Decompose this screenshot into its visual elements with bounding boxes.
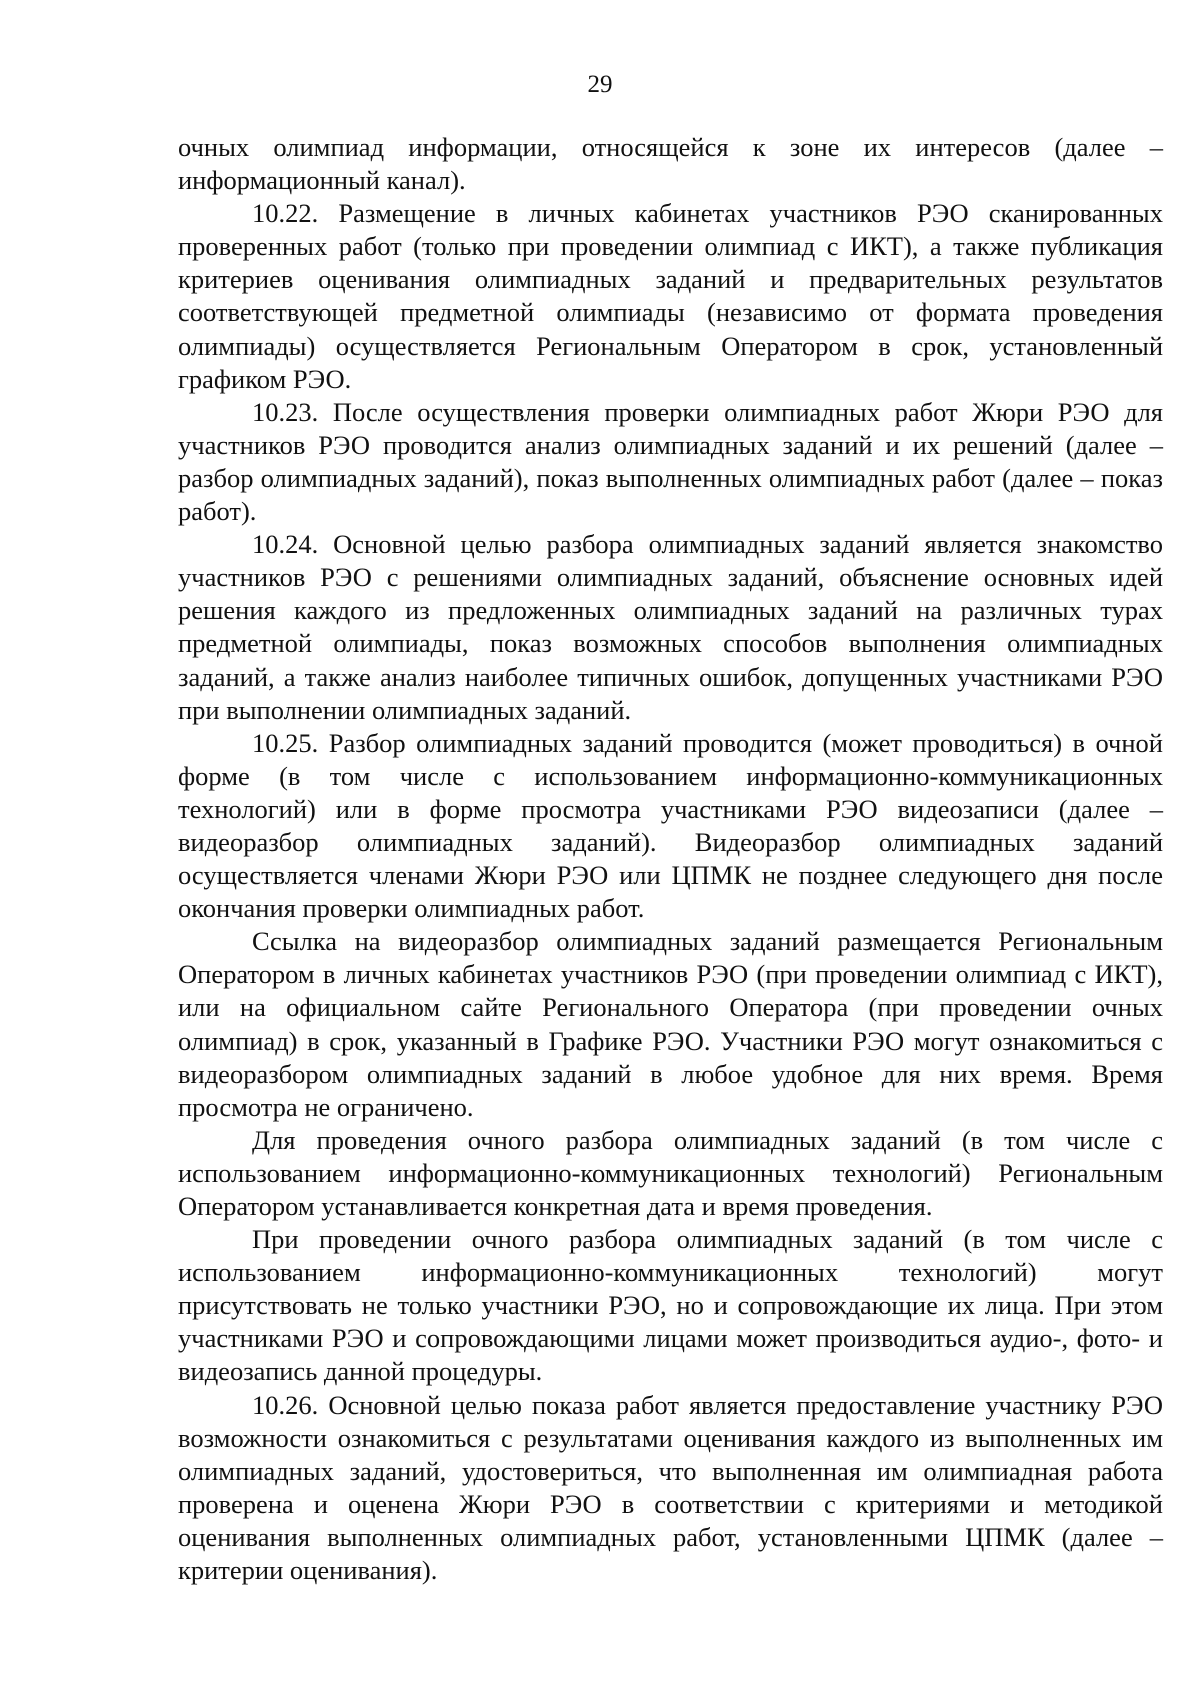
paragraph-10-24: 10.24. Основной целью разбора олимпиадных заданий является знакомство участников РЭО с решениями олимпиадных заданий, объяснение основных идей решения каждого из предложенных олимпиадных заданий на различных турах предметной олимпиады, показ возможных способов выполнения олимпиадных заданий, а также анализ наиболее типичных ошибок, допущенных участниками РЭО при выполнении олимпиадных заданий.	[178, 529, 1163, 725]
paragraph-continuation: очных олимпиад информации, относящейся к зоне их интересов (далее – информационный канал).	[178, 132, 1163, 196]
paragraph-video-link: Ссылка на видеоразбор олимпиадных заданий размещается Региональным Оператором в личных кабинетах участников РЭО (при проведении олимпиад с ИКТ), или на официальном сайте Регионального Оператора (при проведении очных олимпиад) в срок, указанный в Графике РЭО. Участники РЭО могут ознакомиться с видеоразбором олимпиадных заданий в любое удобное для них время. Время просмотра не ограничено.	[178, 926, 1163, 1122]
document-body	[178, 131, 1163, 1587]
paragraph-10-22: 10.22. Размещение в личных кабинетах участников РЭО сканированных проверенных работ (только при проведении олимпиад с ИКТ), а также публикация критериев оценивания олимпиадных заданий и предварительных результатов соответствующей предметной олимпиады (независимо от формата проведения олимпиады) осуществляется Региональным Оператором в срок, установленный графиком РЭО.	[178, 198, 1163, 394]
paragraph-in-person-date: Для проведения очного разбора олимпиадных заданий (в том числе с использованием информационно-коммуникационных технологий) Региональным Оператором устанавливается конкретная дата и время проведения.	[178, 1124, 1163, 1221]
paragraph-10-26: 10.26. Основной целью показа работ является предоставление участнику РЭО возможности ознакомиться с результатами оценивания каждого из выполненных им олимпиадных заданий, удостовериться, что выполненная им олимпиадная работа проверена и оценена Жюри РЭО в соответствии с критериями и методикой оценивания выполненных олимпиадных работ, установленными ЦПМК (далее – критерии оценивания).	[178, 1389, 1163, 1586]
paragraph-10-25: 10.25. Разбор олимпиадных заданий проводится (может проводиться) в очной форме (в том числе с использованием информационно-коммуникационных технологий) или в форме просмотра участниками РЭО видеозаписи (далее – видеоразбор олимпиадных заданий). Видеоразбор олимпиадных заданий осуществляется членами Жюри РЭО или ЦПМК не позднее следующего дня после окончания проверки олимпиадных работ.	[178, 727, 1163, 924]
page-number: 29	[587, 71, 613, 98]
paragraph-10-23: 10.23. После осуществления проверки олимпиадных работ Жюри РЭО для участников РЭО проводится анализ олимпиадных заданий и их решений (далее – разбор олимпиадных заданий), показ выполненных олимпиадных работ (далее – показ работ).	[178, 396, 1163, 527]
paragraph-attendance: При проведении очного разбора олимпиадных заданий (в том числе с использованием информационно-коммуникационных технологий) могут присутствовать не только участники РЭО, но и сопровождающие их лица. При этом участниками РЭО и сопровождающими лицами может производиться аудио-, фото- и видеозапись данной процедуры.	[178, 1224, 1163, 1387]
